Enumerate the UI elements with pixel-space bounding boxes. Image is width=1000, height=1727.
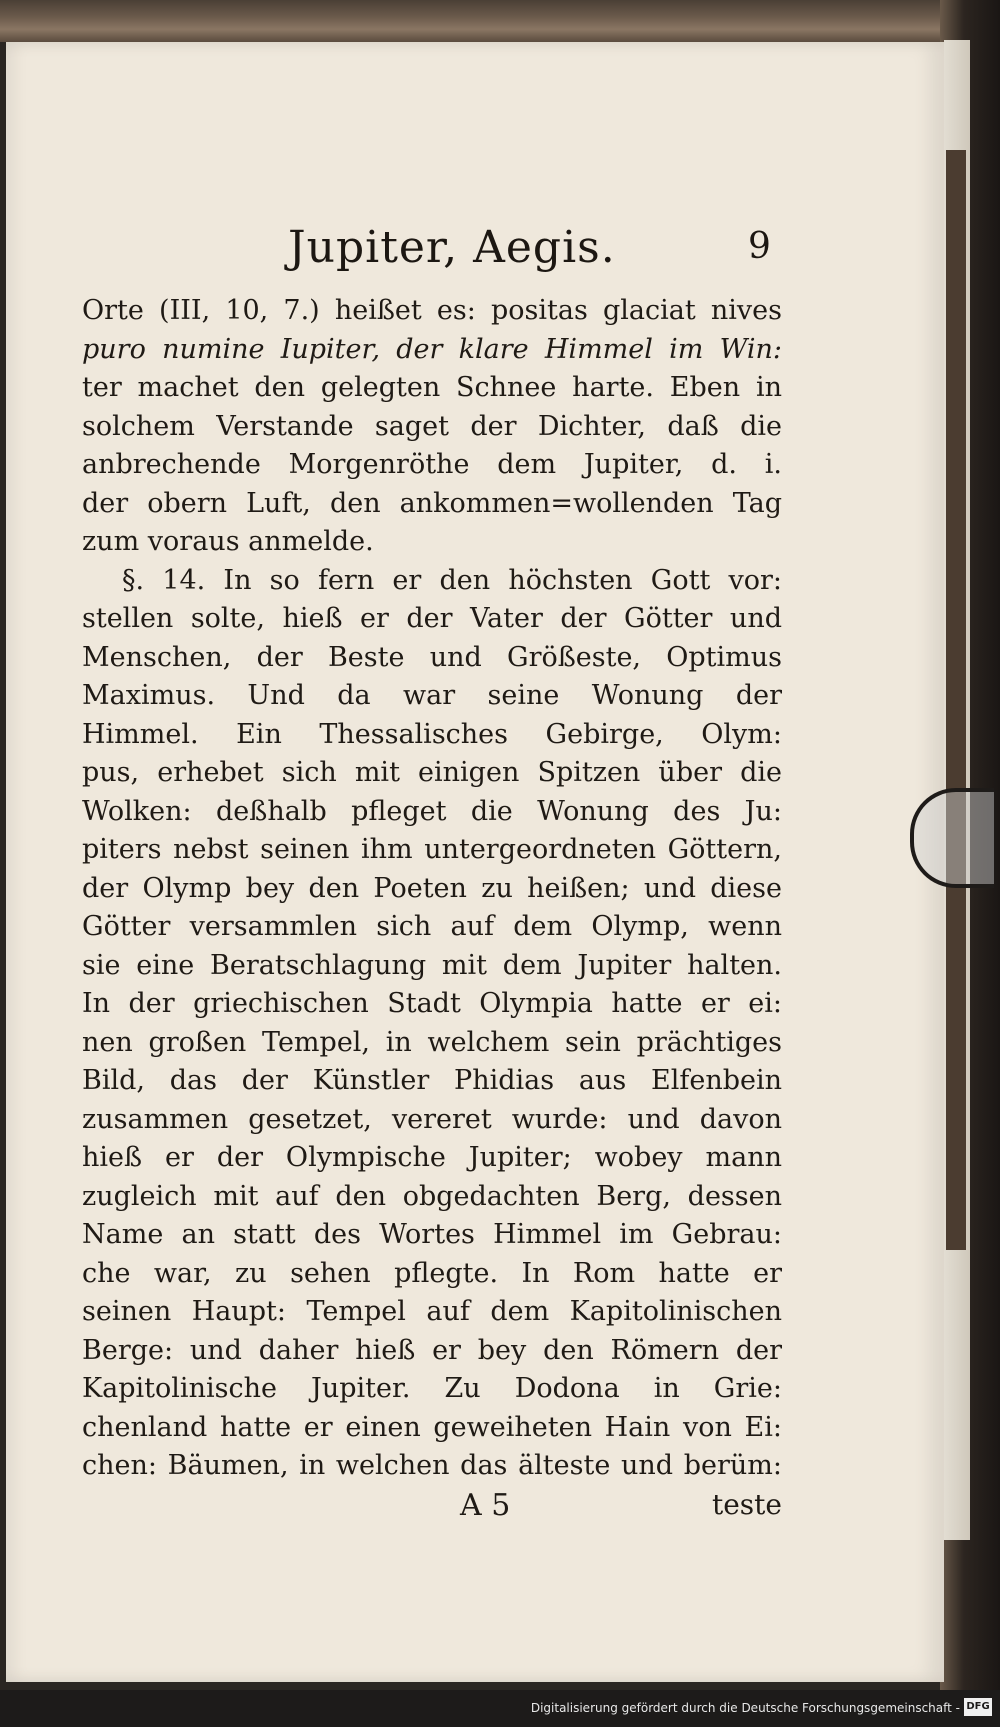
book-top-edge xyxy=(0,0,1000,42)
text-line: sie eine Beratschlagung mit dem Jupiter halten. xyxy=(82,949,782,981)
text-line: Orte (III, 10, 7.) heißet es: positas glaciat nives xyxy=(82,295,782,326)
text-line: Berge: und daher hieß er bey den Römern der xyxy=(82,1334,782,1366)
text-line: zum voraus anmelde. xyxy=(82,526,374,557)
text-line: Kapitolinische Jupiter. Zu Dodona in Grie: xyxy=(82,1373,782,1404)
text-line: hieß er der Olympische Jupiter; wobey mann xyxy=(82,1142,782,1173)
scanned-page xyxy=(6,42,944,1682)
text-line: puro numine Iupiter, der klare Himmel im Win: xyxy=(82,333,782,365)
running-title: Jupiter, Aegis. xyxy=(288,222,616,273)
text-line: chenland hatte er einen geweiheten Hain von Ei: xyxy=(82,1411,782,1443)
text-line: che war, zu sehen pflegte. In Rom hatte er xyxy=(82,1257,782,1289)
text-line: Bild, das der Künstler Phidias aus Elfenbein xyxy=(82,1065,782,1096)
text-body xyxy=(82,292,782,1486)
text-line: der obern Luft, den ankommen=wollenden Tag xyxy=(82,487,782,519)
text-line: Name an statt des Wortes Himmel im Gebrau: xyxy=(82,1219,782,1250)
text-line: chen: Bäumen, in welchen das älteste und berüm: xyxy=(82,1450,782,1481)
digitization-credit: Digitalisierung gefördert durch die Deutsche Forschungsgemeinschaft - xyxy=(530,1701,960,1715)
text-line: der Olymp bey den Poeten zu heißen; und diese xyxy=(82,872,782,904)
text-line: zusammen gesetzet, vereret wurde: und davon xyxy=(82,1103,782,1135)
dfg-logo-icon: DFG xyxy=(964,1698,992,1716)
text-line: Wolken: deßhalb pfleget die Wonung des Ju: xyxy=(82,795,782,827)
text-line: zugleich mit auf den obgedachten Berg, dessen xyxy=(82,1180,782,1212)
text-line: §. 14. In so fern er den höchsten Gott vor: xyxy=(122,564,782,596)
page-number: 9 xyxy=(748,226,771,267)
text-line: Himmel. Ein Thessalisches Gebirge, Olym: xyxy=(82,718,782,750)
text-line: nen großen Tempel, in welchem sein prächtiges xyxy=(82,1026,782,1058)
text-line: stellen solte, hieß er der Vater der Götter und xyxy=(82,603,782,634)
signature-mark: A 5 xyxy=(460,1488,511,1523)
bookmark-ribbon xyxy=(910,788,994,888)
text-line: In der griechischen Stadt Olympia hatte er ei: xyxy=(82,988,782,1019)
text-line: seinen Haupt: Tempel auf dem Kapitolinischen xyxy=(82,1296,782,1327)
page-header xyxy=(6,222,944,282)
text-line: Götter versammlen sich auf dem Olymp, wenn xyxy=(82,911,782,942)
text-line: Maximus. Und da war seine Wonung der xyxy=(82,680,782,711)
text-line: pus, erhebet sich mit einigen Spitzen über die xyxy=(82,757,782,788)
text-line: piters nebst seinen ihm untergeordneten Göttern, xyxy=(82,834,782,865)
text-line: Menschen, der Beste und Größeste, Optimus xyxy=(82,641,782,673)
catchword: teste xyxy=(711,1488,782,1521)
credit-bar xyxy=(0,1690,1000,1727)
page-footer xyxy=(82,1488,782,1528)
text-line: ter machet den gelegten Schnee harte. Eben in xyxy=(82,372,782,403)
book-cover-edge xyxy=(946,150,966,1250)
text-line: solchem Verstande saget der Dichter, daß die xyxy=(82,410,782,442)
text-line: anbrechende Morgenröthe dem Jupiter, d. i. xyxy=(82,449,782,480)
